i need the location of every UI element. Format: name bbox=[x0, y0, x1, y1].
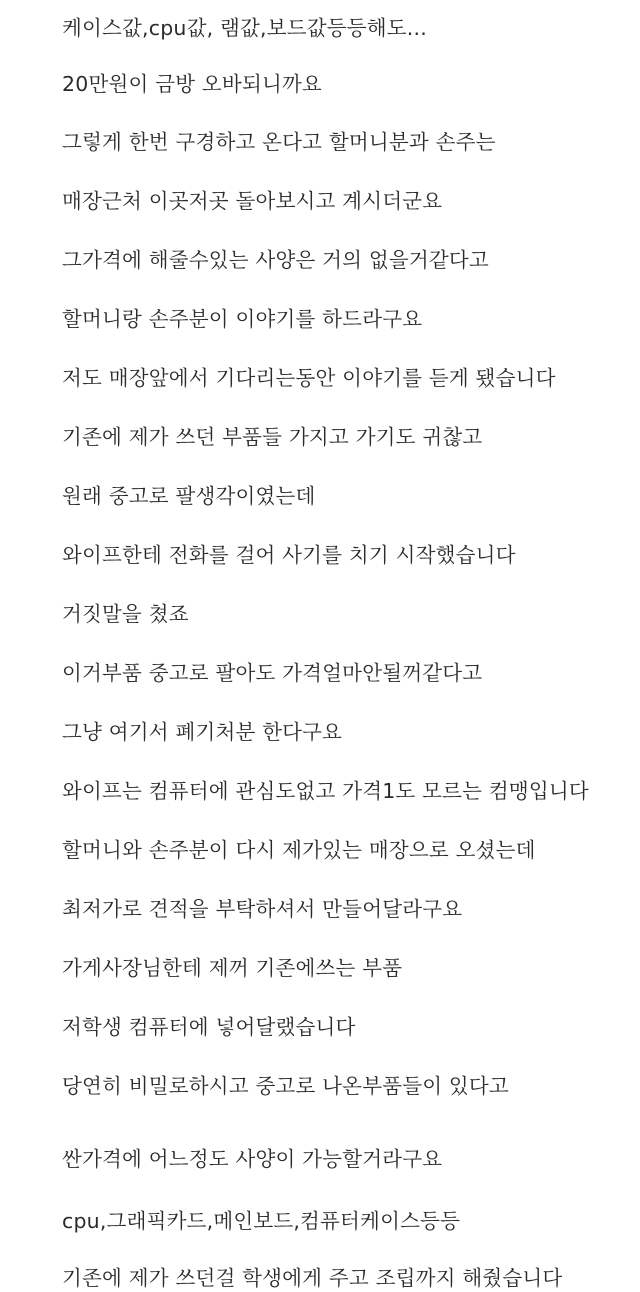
text-line-17: 가게사장님한테 제꺼 기존에쓰는 부품 bbox=[62, 956, 403, 980]
text-line-19: 당연히 비밀로하시고 중고로 나온부품들이 있다고 bbox=[62, 1074, 509, 1098]
text-line-18: 저학생 컴퓨터에 넣어달랬습니다 bbox=[62, 1015, 356, 1039]
text-line-10: 와이프한테 전화를 걸어 사기를 치기 시작했습니다 bbox=[62, 543, 516, 567]
text-line-2: 20만원이 금방 오바되니까요 bbox=[62, 72, 322, 96]
text-line-16: 최저가로 견적을 부탁하셔서 만들어달라구요 bbox=[62, 897, 463, 921]
text-line-4: 매장근처 이곳저곳 돌아보시고 계시더군요 bbox=[62, 189, 443, 213]
text-line-22: 기존에 제가 쓰던걸 학생에게 주고 조립까지 해줬습니다 bbox=[62, 1266, 563, 1290]
text-line-5: 그가격에 해줄수있는 사양은 거의 없을거같다고 bbox=[62, 248, 489, 272]
text-line-9: 원래 중고로 팔생각이였는데 bbox=[62, 484, 316, 508]
text-line-1: 케이스값,cpu값, 램값,보드값등등해도... bbox=[62, 16, 427, 40]
text-line-11: 거짓말을 쳤죠 bbox=[62, 602, 189, 626]
text-line-20: 싼가격에 어느정도 사양이 가능할거라구요 bbox=[62, 1147, 443, 1171]
text-line-14: 와이프는 컴퓨터에 관심도없고 가격1도 모르는 컴맹입니다 bbox=[62, 779, 589, 803]
text-line-21: cpu,그래픽카드,메인보드,컴퓨터케이스등등 bbox=[62, 1209, 461, 1233]
text-line-8: 기존에 제가 쓰던 부품들 가지고 가기도 귀찮고 bbox=[62, 425, 483, 449]
text-line-13: 그냥 여기서 폐기처분 한다구요 bbox=[62, 720, 343, 744]
text-line-15: 할머니와 손주분이 다시 제가있는 매장으로 오셨는데 bbox=[62, 838, 536, 862]
text-line-12: 이거부품 중고로 팔아도 가격얼마안될꺼같다고 bbox=[62, 661, 483, 685]
text-line-3: 그렇게 한번 구경하고 온다고 할머니분과 손주는 bbox=[62, 130, 496, 154]
text-line-6: 할머니랑 손주분이 이야기를 하드라구요 bbox=[62, 307, 423, 331]
text-line-7: 저도 매장앞에서 기다리는동안 이야기를 듣게 됐습니다 bbox=[62, 366, 556, 390]
